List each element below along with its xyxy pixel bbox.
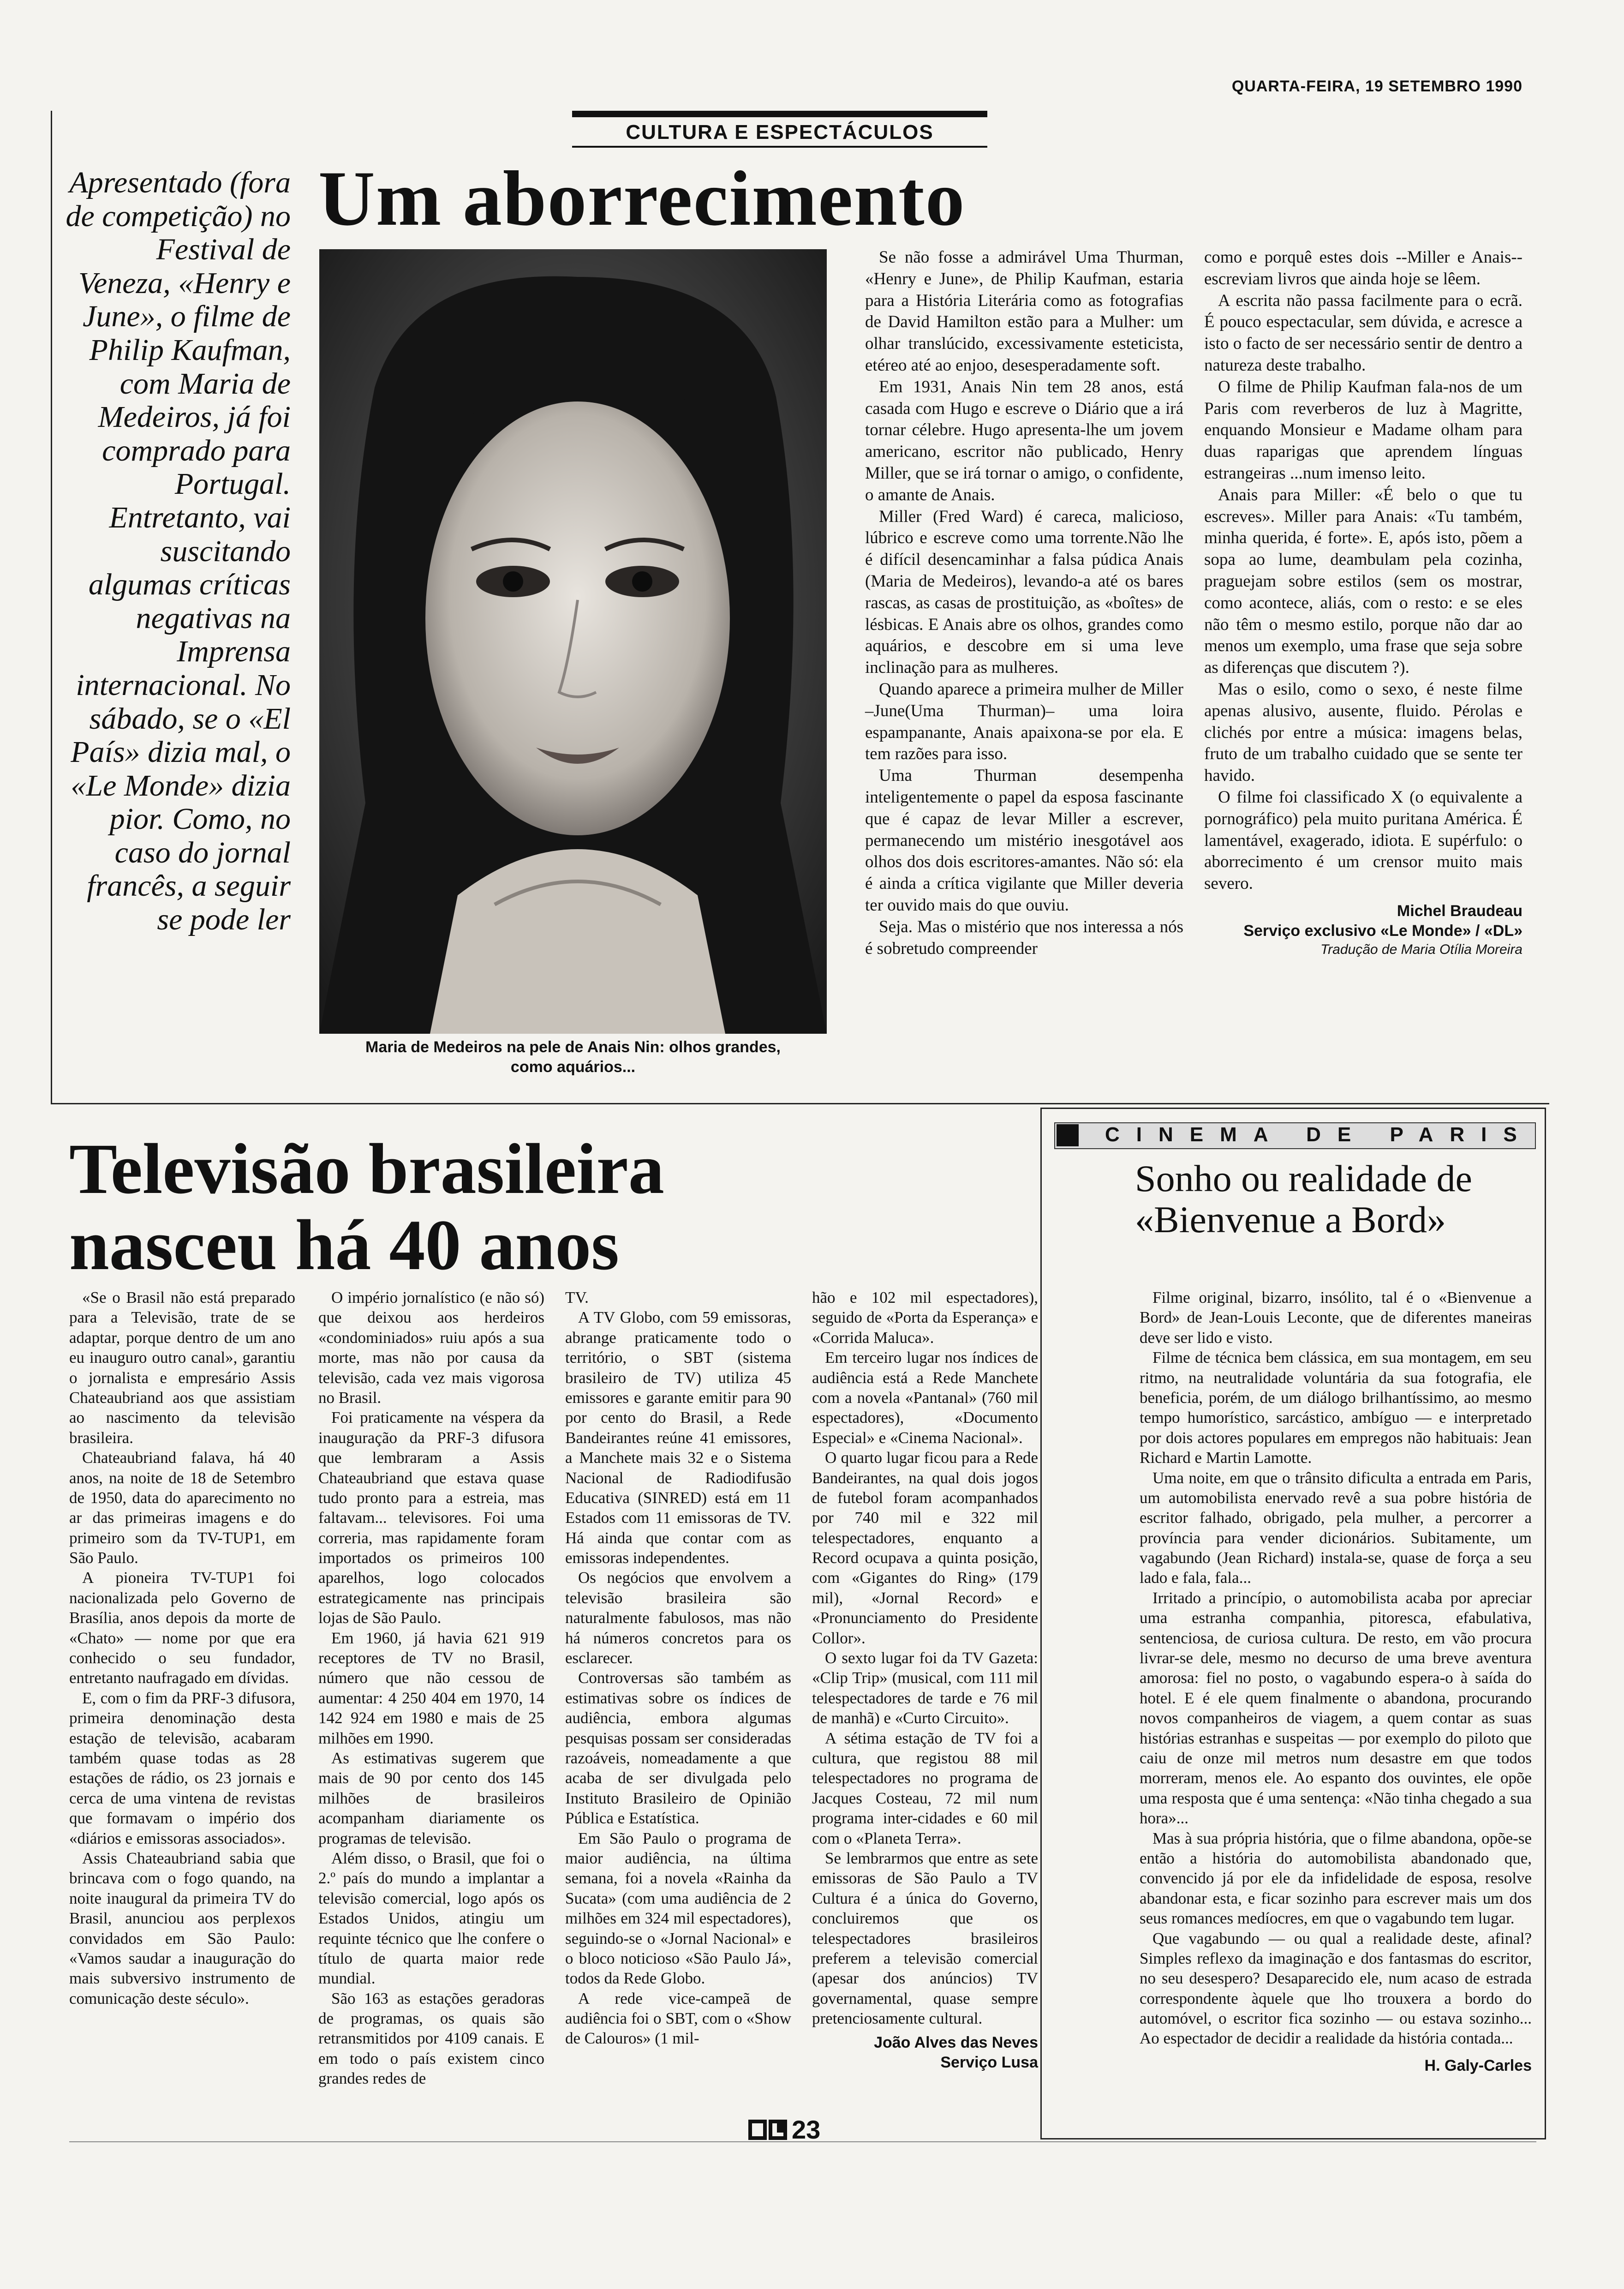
paragraph: Anais para Miller: «É belo o que tu escreves». Miller para Anais: «Tu também, minha querida, é forte». E, após isto, põem a sopa ao lume, deambulam pela cozinha, praguejam sobre estilos (sem os mostrar, como acontece, aliás, com o resto: e se eles não têm o mesmo estilo, porque não dar ao menos um exemplo, uma frase que seja sobre as diferenças que discutem ?).	[1204, 485, 1522, 677]
standfirst: Apresentado (fora de competição) no Festival de Veneza, «Henry e June», o filme de Philip Kaufman, com Maria de Medeiros, já foi comprado para Portugal. Entretanto, vai suscitando algumas críticas negativas na Imprensa internacional. No sábado, se o «El País» dizia mal, o «Le Monde» dizia pior. Como, no caso do jornal francês, a seguir se pode ler	[66, 166, 291, 937]
headline-sonho-ou-realidade: Sonho ou realidade de «Bienvenue a Bord»	[1135, 1157, 1472, 1240]
kicker-square-icon	[1057, 1124, 1079, 1146]
paragraph: Miller (Fred Ward) é careca, malicioso, lúbrico e escreve como uma torrente.Não lhe é difícil desencaminhar a falsa púdica Anais (Maria de Medeiros), levando-a até os bares rascas, as casas de prostituição, as «boîtes» de lésbicas. E Anais abre os olhos, grandes como aquários, e descobre em si uma leve inclinação para as mulheres.	[865, 507, 1183, 677]
paragraph: Que vagabundo — ou qual a realidade deste, afinal? Simples reflexo da imaginação e dos fantasmas do escritor, no seu desespero? Desaparecido ele, num acaso de estrada correspondente àquele que lho trouxera a bordo do automóvel, o escritor fica sozinho — ou estava sozinho... Ao espectador de decidir a realidade da história contada...	[1140, 1929, 1532, 2048]
service-credit: Serviço exclusivo «Le Monde» / «DL»	[1243, 922, 1522, 940]
paragraph: A rede vice-campeã de audiência foi o SBT, com o «Show de Calouros» (1 mil-	[565, 1989, 791, 2048]
headline-televisao-brasileira	[69, 1131, 664, 1283]
photo-caption	[319, 1037, 827, 1077]
paragraph: Se não fosse a admirável Uma Thurman, «Henry e June», de Philip Kaufman, estaria para a História Literária como as fotografias de David Hamilton estão para a Mulher: um olhar translúcido, excessivamente esteticista, etéreo até ao enjoo, desesperadamente soft.	[865, 248, 1183, 375]
paragraph: Foi praticamente na véspera da inauguração da PRF-3 difusora que lembraram a Assis Chateaubriand que estava quase tudo pronto para a estreia, mas faltavam... televisores. Foi uma correria, mas rapidamente foram importados os primeiros 100 aparelhos, logo colocados estrategicamente nas principais lojas de São Paulo.	[318, 1408, 544, 1627]
paragraph: Além disso, o Brasil, que foi o 2.º país do mundo a implantar a televisão comercial, logo após os Estados Unidos, atingiu um requinte técnico que lhe confere o título de quarta maior rede mundial.	[318, 1849, 544, 1988]
translation-credit: Tradução de Maria Otília Moreira	[1320, 941, 1522, 957]
service-credit: Serviço Lusa	[940, 2053, 1038, 2071]
paragraph: A pioneira TV-TUP1 foi nacionalizada pelo Governo de Brasília, anos depois da morte de «Chato» — nome por que era conhecido o seu fundador, entretanto naufragado em dívidas.	[69, 1569, 295, 1687]
headline-line2: nasceu há 40 anos	[69, 1205, 619, 1285]
paragraph: Controversas são também as estimativas sobre os índices de audiência, embora algumas pesquisas possam ser consideradas razoáveis, nomeadamente a que acaba de ser divulgada pelo Instituto Brasileiro de Opinião Pública e Estatística.	[565, 1669, 791, 1828]
section-label: CULTURA E ESPECTÁCULOS	[572, 121, 987, 148]
paragraph: Uma Thurman desempenha inteligentemente o papel da esposa fascinante que é capaz de levar Miller a escrever, permanecendo um mistério inesgotável aos olhos dos dois escritores-amantes. Não só: ela é ainda a crítica vigilante que Miller deveria ter ouvido mais do que ouviu.	[865, 766, 1183, 915]
author-byline: Michel Braudeau	[1397, 902, 1522, 920]
paragraph: Em 1960, já havia 621 919 receptores de TV no Brasil, número que não cessou de aumentar: 4 250 404 em 1970, 14 142 924 em 1980 e mais de 25 milhões em 1990.	[318, 1629, 544, 1747]
paragraph: Mas à sua própria história, que o filme abandona, opõe-se então a história do automobilista abandonado que, convencido já por ele da infidelidade de esposa, resolve abandonar esta, e ficar sozinho para escrever mais um dos seus romances medíocres, em que o vagabundo tem lugar.	[1140, 1829, 1532, 1928]
paragraph: O sexto lugar foi da TV Gazeta: «Clip Trip» (musical, com 111 mil telespectadores de tarde e 76 mil de manhã) e «Curto Circuito».	[812, 1649, 1038, 1727]
paragraph: Assis Chateaubriand sabia que brincava com o fogo quando, na noite inaugural da primeira TV do Brasil, anunciou aos perplexos convidados em São Paulo: «Vamos saudar a inauguração do mais subversivo instrumento de comunicação deste século».	[69, 1849, 295, 2007]
paragraph: Se lembrarmos que entre as sete emissoras de São Paulo a TV Cultura é a única do Governo, concluiremos que os telespectadores brasileiros preferem a televisão comercial (apesar dos anúncios) TV governamental, quase sempre pretenciosamente cultural.	[812, 1849, 1038, 2028]
headline-um-aborrecimento: Um aborrecimento	[318, 155, 966, 242]
author-byline: João Alves das Neves	[874, 2034, 1038, 2052]
portrait-illustration	[319, 249, 827, 1034]
paragraph: Em terceiro lugar nos índices de audiência está a Rede Manchete com a novela «Pantanal» (760 mil espectadores), «Documento Especial» e «Cinema Nacional».	[812, 1348, 1038, 1447]
article1-column-1	[865, 247, 1183, 959]
paragraph: A TV Globo, com 59 emissoras, abrange praticamente todo o território, o SBT (sistema brasileiro de TV) utiliza 45 emissores e garante emitir para 90 por cento do Brasil, a Rede Bandeirantes reúne 41 emissores, a Manchete mais 32 e o Sistema Nacional de Radiodifusão Educativa (SINRED) está em 11 Estados com 11 emissoras de TV. Há ainda que contar com as emissoras independentes.	[565, 1308, 791, 1567]
paragraph: Irritado a princípio, o automobilista acaba por apreciar uma estranha companhia, pitoresca, efabulativa, sentenciosa, de curiosa cultura. De resto, em vão procura livrar-se dele, mesmo no decurso de uma breve aventura amorosa: fiel no posto, o vagabundo espera-o à saída do hotel. E é ele quem finalmente o abandona, procurando novos companheiros de viagem, a quem contar as suas histórias estranhas e suspeitas — por exemplo do piloto que caiu de onze mil metros num desastre em que todos morreram, menos ele. Ao espanto dos ouvintes, ele opõe uma resposta que é uma sentença: «Não tinha chegado a sua hora»...	[1140, 1588, 1532, 1828]
divider-horizontal	[51, 1103, 1029, 1104]
photo-caption-line1: Maria de Medeiros na pele de Anais Nin: olhos grandes,	[365, 1038, 781, 1056]
portrait-photo	[319, 249, 827, 1034]
article2-column-1	[69, 1288, 295, 2008]
newspaper-logo-icon	[747, 2117, 789, 2143]
dateline: QUARTA-FEIRA, 19 SETEMBRO 1990	[1231, 78, 1522, 95]
article3-column	[1140, 1288, 1532, 2075]
photo-caption-line2: como aquários...	[510, 1058, 636, 1076]
paragraph: O quarto lugar ficou para a Rede Bandeirantes, na qual dois jogos de futebol foram acompanhados por 740 mil e 322 mil telespectadores, enquanto a Record ocupava a quinta posição, com «Gigantes do Ring» (179 mil), «Jornal Record» e «Pronunciamento do Presidente Collor».	[812, 1449, 1038, 1647]
article2-column-3	[565, 1288, 791, 2049]
paragraph: O império jornalístico (e não só) que deixou aos herdeiros «condominiados» ruiu após a sua morte, mas não por causa da televisão, cada vez mais vigorosa no Brasil.	[318, 1288, 544, 1407]
author-byline: H. Galy-Carles	[1424, 2056, 1532, 2074]
paragraph: Quando aparece a primeira mulher de Miller –June(Uma Thurman)– uma loira espampanante, Anais apaixona-se por ela. E tem razões para isso.	[865, 679, 1183, 764]
paragraph: TV.	[565, 1288, 589, 1306]
section-bar	[572, 111, 987, 117]
paragraph: As estimativas sugerem que mais de 90 por cento dos 145 milhões de brasileiros acompanham diariamente os programas de televisão.	[318, 1749, 544, 1847]
article2-column-4	[812, 1288, 1038, 2072]
paragraph: Em São Paulo o programa de maior audiência, na última semana, foi a novela «Rainha da Sucata» (com uma audiência de 2 milhões em 324 mil espectadores), seguindo-se o «Jornal Nacional» e o bloco noticioso «São Paulo Já», todos da Rede Globo.	[565, 1829, 791, 1988]
paragraph: São 163 as estações geradoras de programas, os quais são retransmitidos por 4109 canais. E em todo o país existem cinco grandes redes de	[318, 1989, 544, 2088]
paragraph: Seja. Mas o mistério que nos interessa a nós é sobretudo compreender	[865, 917, 1183, 958]
article2-column-2	[318, 1288, 544, 2089]
paragraph: Uma noite, em que o trânsito dificulta a entrada em Paris, um automobilista enervado revê a sua pobre história de escritor falhado, obrigado, pela mulher, a percorrer a província para vender dicionários. Subitamente, um vagabundo (Jean Richard) instala-se, quase de força a seu lado e fala, fala...	[1140, 1468, 1532, 1587]
paragraph: Os negócios que envolvem a televisão brasileira são naturalmente fabulosos, mas não há números concretos para os esclarecer.	[565, 1569, 791, 1667]
paragraph: Chateaubriand falava, há 40 anos, na noite de 18 de Setembro de 1950, data do aparecimento no ar das primeiras imagens e do primeiro som da TV-TUP1, em São Paulo.	[69, 1449, 295, 1567]
paragraph: E, com o fim da PRF-3 difusora, primeira denominação desta estação de televisão, acabaram também quase todas as 28 estações de rádio, os 23 jornais e cerca de uma vintena de revistas que formavam o império dos «diários e emissoras associados».	[69, 1689, 295, 1847]
article1-column-2	[1204, 247, 1522, 959]
paragraph: Filme original, bizarro, insólito, tal é o «Bienvenue a Bord» de Jean-Louis Leconte, que de diferentes maneiras deve ser lido e visto.	[1140, 1288, 1532, 1347]
footer-logo-pagenum	[747, 2115, 820, 2145]
headline-line1: Televisão brasileira	[69, 1129, 664, 1209]
paragraph: como e porquê estes dois --Miller e Anais-- escreviam livros que ainda hoje se lêem.	[1204, 248, 1522, 288]
paragraph: Mas o esilo, como o sexo, é neste filme apenas alusivo, ausente, fluido. Pérolas e clichés por entre a música: imagens belas, fruto de um trabalho cuidado que se sente ter havido.	[1204, 679, 1522, 785]
page-number: 23	[792, 2115, 821, 2144]
paragraph: A sétima estação de TV foi a cultura, que registou 88 mil telespectadores no programa de Jacques Costeau, 72 mil num programa inter-cidades e 60 mil com o «Planeta Terra».	[812, 1729, 1038, 1847]
paragraph: O filme de Philip Kaufman fala-nos de um Paris com reverberos de luz à Magritte, enquando Monsieur e Madame olham para duas raparigas que aprendem línguas estrangeiras ...num imenso leito.	[1204, 377, 1522, 483]
paragraph: hão e 102 mil espectadores), seguido de «Porta da Esperança» e «Corrida Maluca».	[812, 1288, 1038, 1347]
paragraph: «Se o Brasil não está preparado para a Televisão, trate de se adaptar, porque dentro de um ano eu inauguro outro canal», garantiu o jornalista e empresário Assis Chateaubriand aos que assistiam ao nascimento da televisão brasileira.	[69, 1288, 295, 1447]
paragraph: O filme foi classificado X (o equivalente a pornográfico) pela muito puritana América. É lamentável, exagerado, idiota. E supérfulo: o aborrecimento é um crensor muito mais severo.	[1204, 787, 1522, 893]
paragraph: Em 1931, Anais Nin tem 28 anos, está casada com Hugo e escreve o Diário que a irá tornar célebre. Hugo apresenta-lhe um jovem americano, escritor não publicado, Henry Miller, que se irá tornar o amigo, o confidente, o amante de Anais.	[865, 377, 1183, 504]
paragraph: A escrita não passa facilmente para o ecrã. É pouco espectacular, sem dúvida, e acresce a isto o facto de ser necessário sentir de dentro a natureza deste trabalho.	[1204, 291, 1522, 375]
paragraph: Filme de técnica bem clássica, em sua montagem, em seu ritmo, na neutralidade voluntária da sua fotografia, ele beneficia, porém, de um diálogo brilhantíssimo, ao mesmo tempo humorístico, sarcástico, ambíguo — e interpretado por dois actores populares em empregos não habituais: Jean Richard e Martin Lamotte.	[1140, 1348, 1532, 1467]
kicker-label: CINEMA DE PARIS	[1105, 1123, 1534, 1146]
